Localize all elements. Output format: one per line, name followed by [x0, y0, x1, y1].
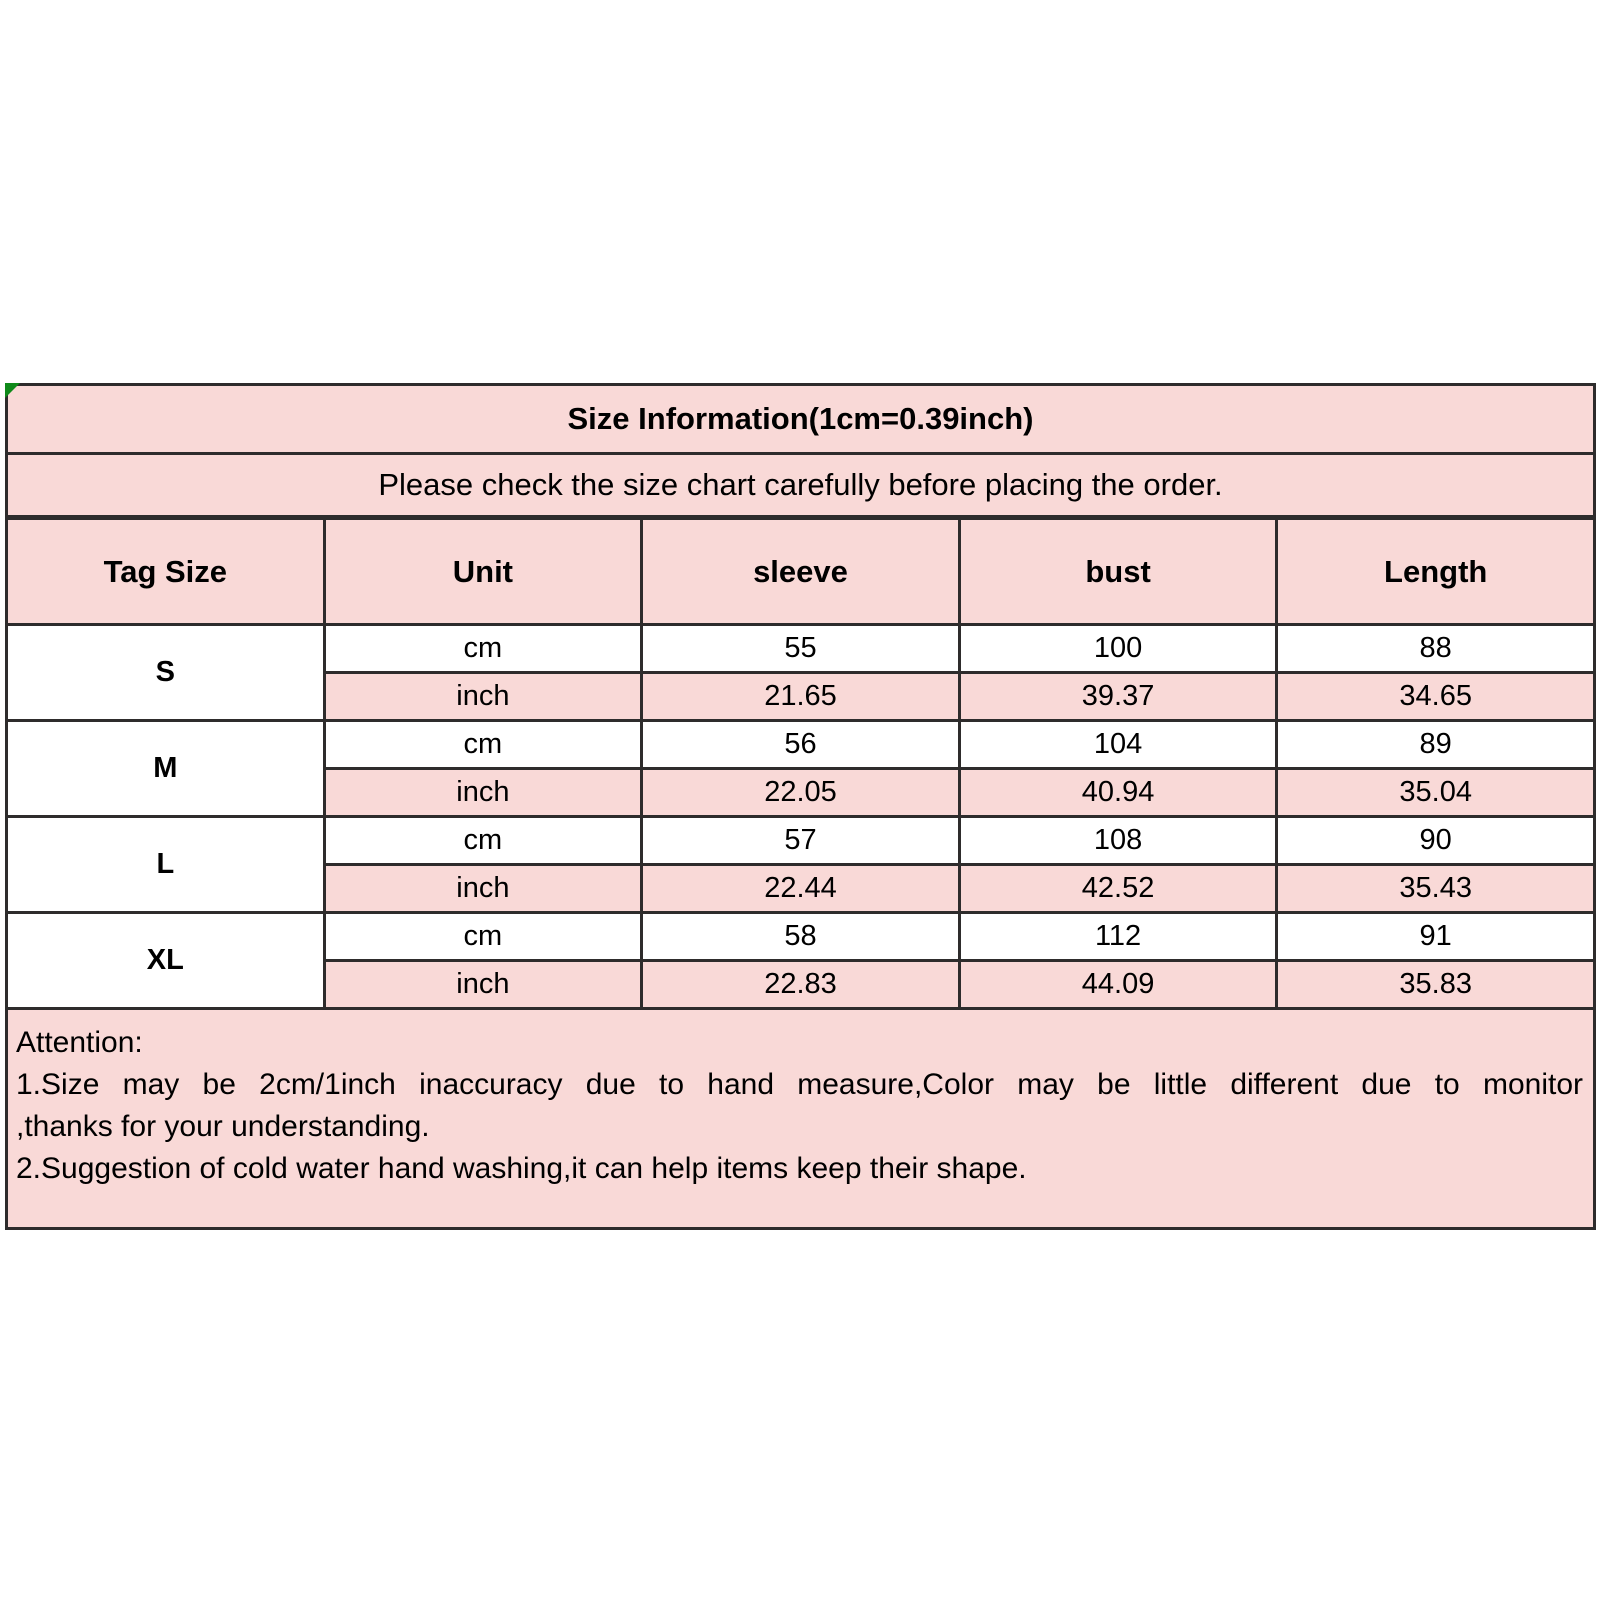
subtitle-row: [7, 454, 1595, 518]
table-row-m-cm: [7, 721, 1595, 769]
value-cell: 58: [642, 913, 960, 961]
excel-corner-marker-icon: [5, 383, 20, 398]
value-cell: 35.04: [1277, 769, 1595, 817]
value-cell: 22.83: [642, 961, 960, 1009]
value-cell: 39.37: [959, 673, 1277, 721]
value-cell: 56: [642, 721, 960, 769]
value-cell: 35.83: [1277, 961, 1595, 1009]
tag-size-xl: XL: [7, 913, 325, 1009]
size-table: [5, 383, 1596, 1230]
value-cell: 104: [959, 721, 1277, 769]
value-cell: 21.65: [642, 673, 960, 721]
attention-line-1: 1.Size may be 2cm/1inch inaccuracy due to hand measure,Color may be little different due to monitor: [16, 1068, 1583, 1101]
value-cell: 22.05: [642, 769, 960, 817]
page-title: Size Information(1cm=0.39inch): [7, 385, 1595, 454]
value-cell: 88: [1277, 625, 1595, 673]
header-row: [7, 518, 1595, 625]
attention-block: [7, 1009, 1595, 1229]
tag-size-l: L: [7, 817, 325, 913]
unit-inch: inch: [324, 865, 642, 913]
value-cell: 55: [642, 625, 960, 673]
unit-cm: cm: [324, 625, 642, 673]
value-cell: 90: [1277, 817, 1595, 865]
unit-inch: inch: [324, 673, 642, 721]
col-header-tag-size: Tag Size: [7, 518, 325, 625]
value-cell: 89: [1277, 721, 1595, 769]
attention-heading: Attention:: [16, 1026, 143, 1059]
table-row-l-cm: [7, 817, 1595, 865]
unit-cm: cm: [324, 721, 642, 769]
col-header-sleeve: sleeve: [642, 518, 960, 625]
attention-line-2: ,thanks for your understanding.: [16, 1110, 430, 1143]
value-cell: 112: [959, 913, 1277, 961]
attention-line-3: 2.Suggestion of cold water hand washing,it can help items keep their shape.: [16, 1152, 1027, 1185]
unit-inch: inch: [324, 769, 642, 817]
value-cell: 22.44: [642, 865, 960, 913]
unit-inch: inch: [324, 961, 642, 1009]
col-header-unit: Unit: [324, 518, 642, 625]
value-cell: 42.52: [959, 865, 1277, 913]
title-row: [7, 385, 1595, 454]
subtitle: Please check the size chart carefully before placing the order.: [7, 454, 1595, 518]
value-cell: 35.43: [1277, 865, 1595, 913]
value-cell: 108: [959, 817, 1277, 865]
unit-cm: cm: [324, 913, 642, 961]
value-cell: 34.65: [1277, 673, 1595, 721]
unit-cm: cm: [324, 817, 642, 865]
attention-row: [7, 1009, 1595, 1229]
value-cell: 40.94: [959, 769, 1277, 817]
table-row-s-cm: [7, 625, 1595, 673]
tag-size-m: M: [7, 721, 325, 817]
col-header-bust: bust: [959, 518, 1277, 625]
col-header-length: Length: [1277, 518, 1595, 625]
value-cell: 100: [959, 625, 1277, 673]
value-cell: 57: [642, 817, 960, 865]
value-cell: 91: [1277, 913, 1595, 961]
table-row-xl-cm: [7, 913, 1595, 961]
size-chart: [5, 383, 1596, 1230]
value-cell: 44.09: [959, 961, 1277, 1009]
tag-size-s: S: [7, 625, 325, 721]
